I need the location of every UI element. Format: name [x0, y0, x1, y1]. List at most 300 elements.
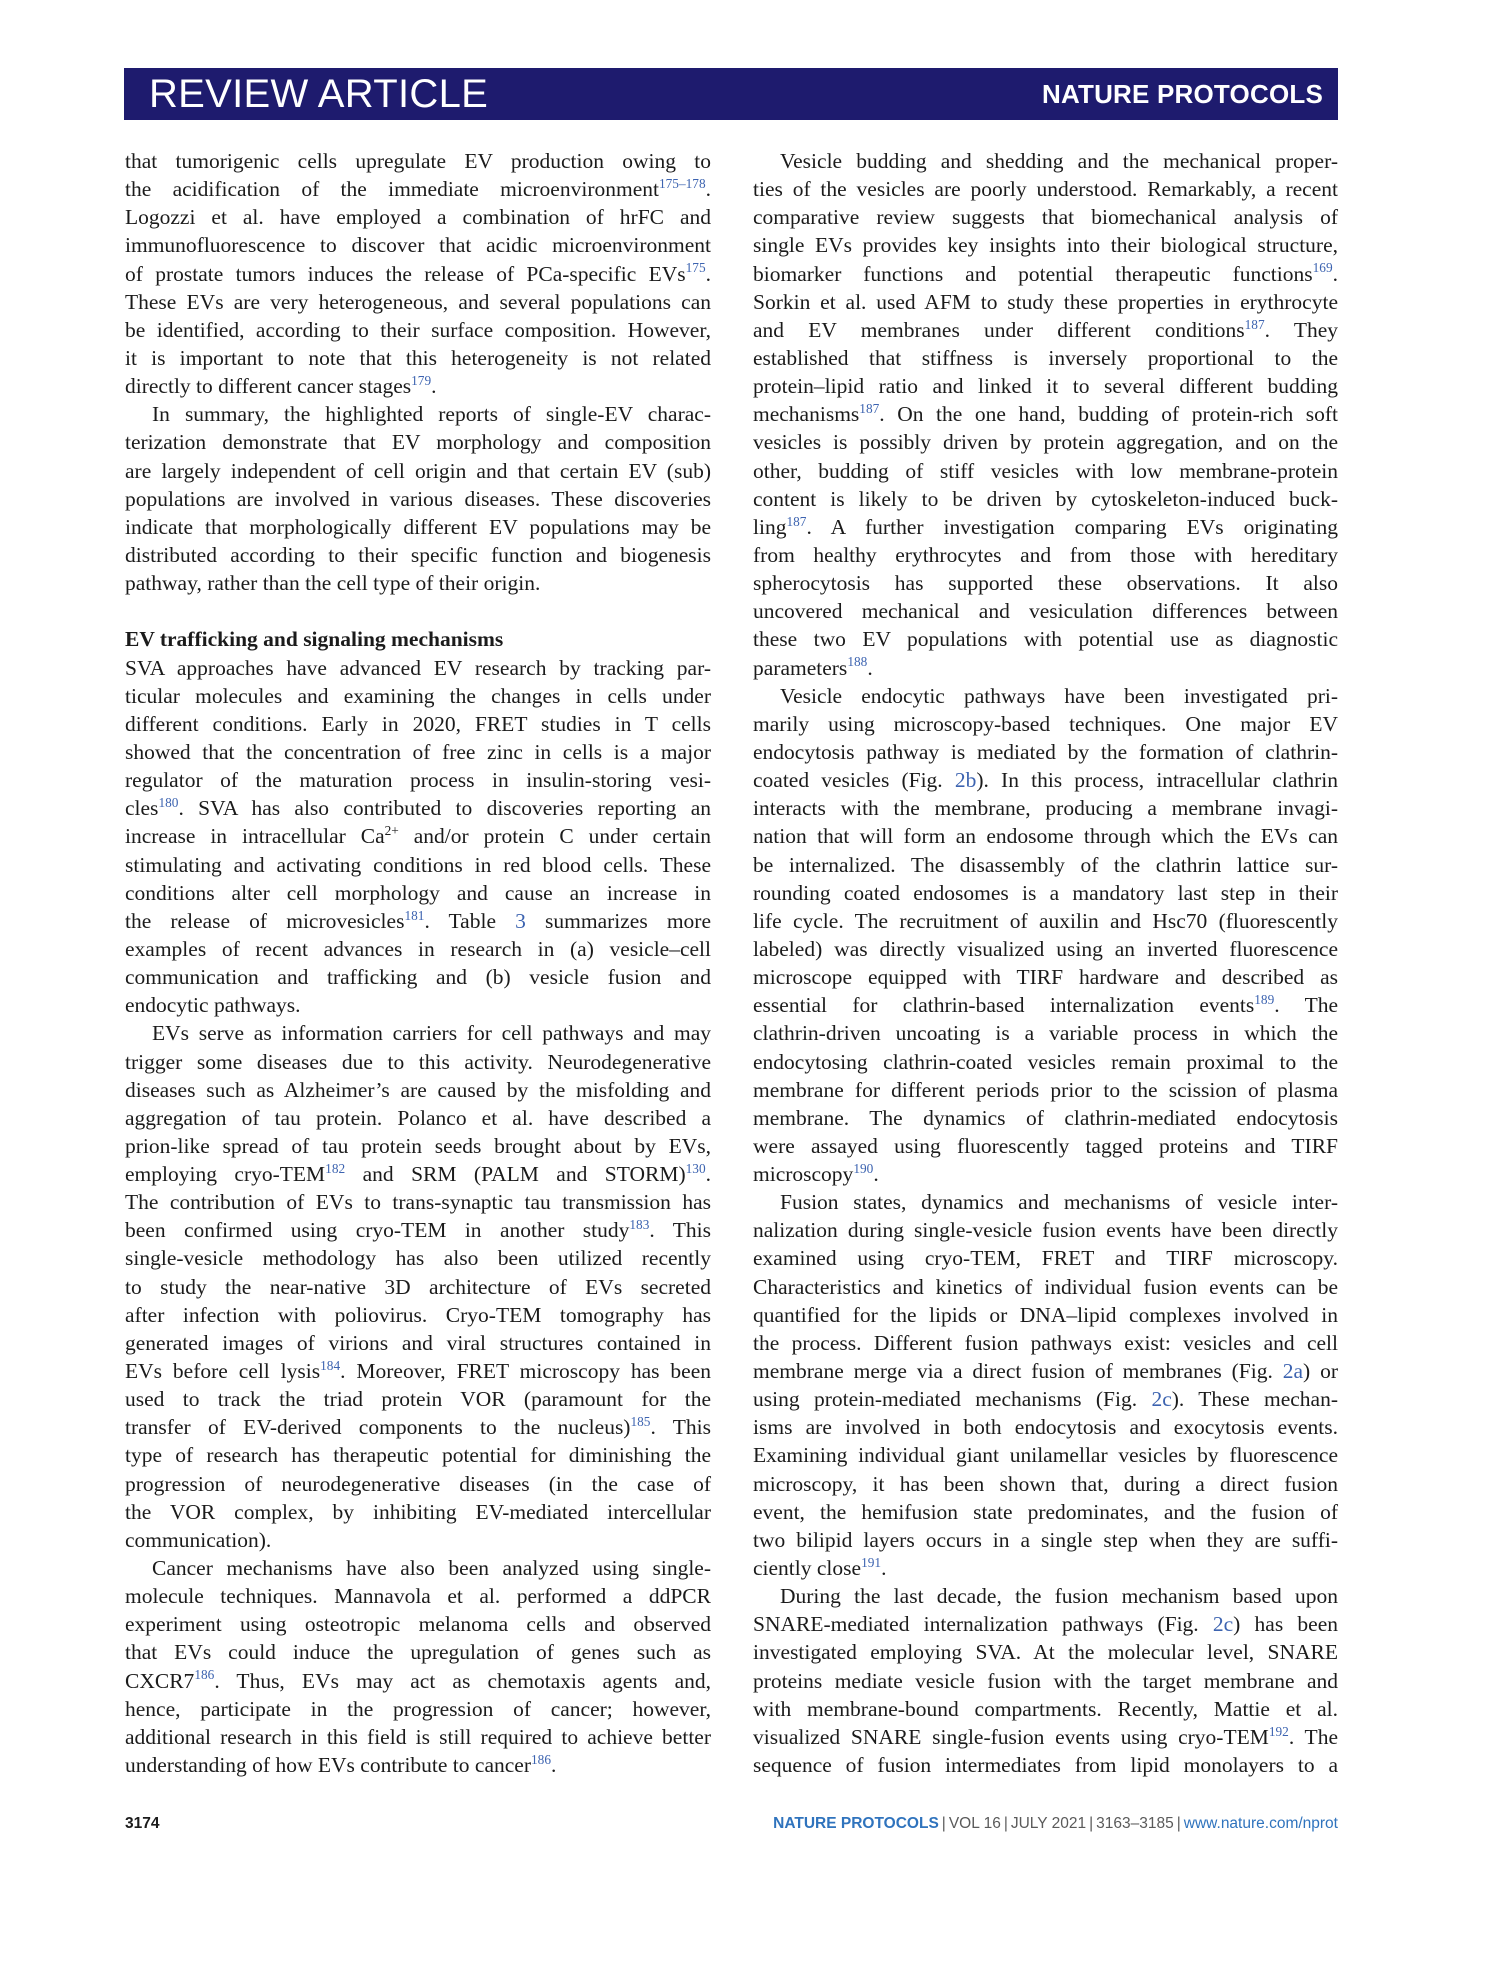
citation-link[interactable]: 188 [847, 654, 868, 670]
text-run: . [881, 1556, 887, 1581]
text-run: and EV membranes under different conditions [753, 317, 1245, 342]
text-run: EVs before cell lysis [125, 1359, 321, 1384]
text-line [125, 851, 711, 879]
text-run: Characteristics and kinetics of individual fusion events can be [753, 1274, 1338, 1299]
text-line [125, 1638, 711, 1666]
text-run: . Table [424, 908, 516, 933]
text-run: rounding coated endosomes is a mandatory last step in their [753, 880, 1338, 905]
text-run: communication and trafficking and (b) vesicle fusion and [125, 965, 711, 990]
text-run: SVA approaches have advanced EV research by tracking par- [125, 655, 711, 680]
paragraph [125, 654, 711, 1020]
cross-reference-link[interactable]: 2b [954, 768, 977, 793]
text-line [753, 879, 1338, 907]
footer-date: JULY 2021 [1010, 1815, 1087, 1832]
text-run: conditions alter cell morphology and cause an increase in [125, 880, 711, 905]
text-line [125, 1160, 711, 1188]
text-run: the release of microvesicles [125, 908, 405, 933]
text-line [753, 400, 1338, 428]
text-run: ) or [1303, 1359, 1338, 1384]
text-run: event, the hemifusion state predominates, and the fusion of [753, 1499, 1338, 1524]
text-run: EVs serve as information carriers for cell pathways and may [152, 1021, 711, 1046]
text-run: isms are involved in both endocytosis and exocytosis events. [753, 1415, 1338, 1440]
text-line [125, 794, 711, 822]
text-run: used to track the triad protein VOR (paramount for the [125, 1387, 711, 1412]
text-line [125, 1244, 711, 1272]
text-line [753, 907, 1338, 935]
paragraph [753, 1582, 1338, 1779]
text-run: prion-like spread of tau protein seeds brought about by EVs, [125, 1133, 711, 1158]
text-line [753, 1076, 1338, 1104]
citation-link[interactable]: 180 [158, 794, 179, 810]
text-line [125, 738, 711, 766]
text-run: that EVs could induce the upregulation of genes such as [125, 1640, 711, 1665]
text-run: other, budding of stiff vesicles with low membrane-protein [753, 458, 1338, 483]
text-line [125, 1301, 711, 1329]
text-line [753, 569, 1338, 597]
text-line [753, 1554, 1338, 1582]
text-run: Examining individual giant unilamellar vesicles by fluorescence [753, 1443, 1338, 1468]
text-line [125, 1413, 711, 1441]
text-run: are largely independent of cell origin and that certain EV (sub) [125, 458, 711, 483]
right-column [753, 147, 1338, 1779]
paragraph [125, 1019, 711, 1554]
text-run: proteins mediate vesicle fusion with the target membrane and [753, 1668, 1338, 1693]
text-run: coated vesicles (Fig. [753, 768, 955, 793]
text-line [753, 457, 1338, 485]
citation-link[interactable]: 190 [853, 1160, 874, 1176]
text-line [753, 710, 1338, 738]
text-run: sequence of fusion intermediates from lipid monolayers to a [753, 1753, 1338, 1778]
text-line [753, 1498, 1338, 1526]
text-run: spherocytosis has supported these observations. It also [753, 571, 1338, 596]
text-line [753, 1301, 1338, 1329]
text-run: it is important to note that this heterogeneity is not related [125, 345, 711, 370]
text-run: experiment using osteotropic melanoma cells and observed [125, 1612, 711, 1637]
text-run: stimulating and activating conditions in red blood cells. These [125, 852, 711, 877]
text-run: ties of the vesicles are poorly understood. Remarkably, a recent [753, 177, 1338, 202]
text-run: During the last decade, the fusion mechanism based upon [780, 1584, 1338, 1609]
text-line [125, 372, 711, 400]
text-run: . [431, 374, 437, 399]
text-run: In summary, the highlighted reports of single-EV charac- [152, 402, 711, 427]
text-run: hence, participate in the progression of cancer; however, [125, 1696, 711, 1721]
text-run: the acidification of the immediate microenvironment [125, 177, 659, 202]
text-line [753, 1610, 1338, 1638]
text-line [753, 1104, 1338, 1132]
text-line [125, 991, 711, 1019]
text-line [125, 1441, 711, 1469]
text-line [125, 260, 711, 288]
paragraph [125, 400, 711, 597]
text-line [753, 625, 1338, 653]
citation-link[interactable]: 183 [629, 1217, 650, 1233]
paragraph [753, 682, 1338, 1189]
text-run: populations are involved in various diseases. These discoveries [125, 486, 711, 511]
text-run: summarizes more [525, 908, 711, 933]
text-line [753, 851, 1338, 879]
text-run: clathrin-driven uncoating is a variable process in which the [753, 1021, 1338, 1046]
citation-link[interactable]: 169 [1312, 260, 1333, 276]
text-line [753, 1751, 1338, 1779]
text-run: endocytosing clathrin-coated vesicles remain proximal to the [753, 1049, 1338, 1074]
citation-link[interactable]: 179 [411, 372, 432, 388]
text-line [125, 963, 711, 991]
text-line [125, 1470, 711, 1498]
text-run: Logozzi et al. have employed a combination of hrFC and [125, 205, 711, 230]
text-line [753, 794, 1338, 822]
text-line [125, 513, 711, 541]
text-line [753, 1160, 1338, 1188]
text-line [125, 822, 711, 850]
section-heading: EV trafficking and signaling mechanisms [125, 627, 504, 652]
text-line [125, 1216, 711, 1244]
text-line [753, 1470, 1338, 1498]
page-number: 3174 [125, 1815, 160, 1832]
text-run: regulator of the maturation process in insulin-storing vesi- [125, 768, 711, 793]
text-line [753, 1244, 1338, 1272]
text-line [753, 231, 1338, 259]
text-run: . [551, 1753, 557, 1778]
text-line [125, 1048, 711, 1076]
text-run: CXCR7 [125, 1668, 195, 1693]
text-run: diseases such as Alzheimer’s are caused by the misfolding and [125, 1077, 711, 1102]
text-run: ). These mechan- [1171, 1387, 1338, 1412]
text-run: membrane for different periods prior to the scission of plasma [753, 1077, 1338, 1102]
section-label: REVIEW ARTICLE [149, 72, 489, 116]
journal-name: NATURE PROTOCOLS [1041, 79, 1323, 109]
citation-link[interactable]: 184 [320, 1357, 341, 1373]
text-line [125, 1582, 711, 1610]
text-line [753, 1723, 1338, 1751]
text-run: ciently close [753, 1556, 862, 1581]
text-line [125, 175, 711, 203]
citation-link[interactable]: 130 [685, 1160, 706, 1176]
text-line [125, 682, 711, 710]
text-line [125, 1019, 711, 1047]
footer-separator: | [1003, 1815, 1008, 1832]
paragraph [125, 1554, 711, 1779]
text-line [125, 1076, 711, 1104]
text-line [753, 1582, 1338, 1610]
superscript: 2+ [384, 823, 399, 839]
text-run: be identified, according to their surface composition. However, [125, 317, 711, 342]
text-line [125, 1667, 711, 1695]
footer-separator: | [1089, 1815, 1094, 1832]
text-line [753, 654, 1338, 682]
cross-reference-link[interactable]: 2a [1282, 1359, 1304, 1384]
text-line [753, 682, 1338, 710]
text-line [125, 1273, 711, 1301]
text-line [753, 1216, 1338, 1244]
page-footer [125, 1811, 1338, 1837]
text-line [125, 1723, 711, 1751]
text-run: . SVA has also contributed to discoveries reporting an [178, 796, 711, 821]
text-run: and/or protein C under certain [398, 824, 712, 849]
text-line [125, 1132, 711, 1160]
text-run: the VOR complex, by inhibiting EV-mediated intercellular [125, 1499, 711, 1524]
text-run: . A further investigation comparing EVs originating [806, 514, 1338, 539]
text-run: Sorkin et al. used AFM to study these properties in erythrocyte [753, 289, 1338, 314]
text-run: . This [649, 1218, 711, 1243]
cross-reference-link[interactable]: 2c [1212, 1612, 1234, 1637]
paragraph [125, 147, 711, 400]
citation-link[interactable]: 175–178 [658, 175, 706, 191]
citation-link[interactable]: 182 [325, 1160, 346, 1176]
footer-separator: | [941, 1815, 946, 1832]
text-line [125, 710, 711, 738]
text-run: the process. Different fusion pathways exist: vesicles and cell [753, 1330, 1338, 1355]
text-run: aggregation of tau protein. Polanco et al. have described a [125, 1105, 711, 1130]
text-run: were assayed using fluorescently tagged proteins and TIRF [753, 1133, 1338, 1158]
text-run: microscope equipped with TIRF hardware and described as [753, 965, 1338, 990]
citation-link[interactable]: 187 [786, 513, 807, 529]
text-run: . [1332, 261, 1338, 286]
text-run: single EVs provides key insights into their biological structure, [753, 233, 1338, 258]
journal-url-link[interactable]: www.nature.com/nprot [1183, 1815, 1338, 1832]
text-line [125, 766, 711, 794]
text-line [753, 1329, 1338, 1357]
text-run: These EVs are very heterogeneous, and several populations can [125, 289, 711, 314]
text-line [753, 513, 1338, 541]
text-run: nation that will form an endosome through which the EVs can [753, 824, 1338, 849]
text-line [125, 907, 711, 935]
text-run: . The [1274, 993, 1338, 1018]
text-line [125, 1526, 711, 1554]
text-line [753, 1441, 1338, 1469]
text-line [753, 1357, 1338, 1385]
text-line [753, 1048, 1338, 1076]
text-line [753, 1385, 1338, 1413]
text-run: vesicles is possibly driven by protein aggregation, and on the [753, 430, 1338, 455]
text-run: directly to different cancer stages [125, 374, 412, 399]
text-run: endocytosis pathway is mediated by the formation of clathrin- [753, 739, 1338, 764]
text-run: examples of recent advances in research in (a) vesicle–cell [125, 936, 711, 961]
text-run: single-vesicle methodology has also been utilized recently [125, 1246, 711, 1271]
text-line [753, 1695, 1338, 1723]
citation-link[interactable]: 185 [630, 1414, 651, 1430]
text-run: Cancer mechanisms have also been analyzed using single- [152, 1556, 711, 1581]
text-line [753, 1273, 1338, 1301]
text-run: cles [125, 796, 159, 821]
citation-link[interactable]: 187 [1244, 316, 1265, 332]
text-line [125, 935, 711, 963]
text-run: microscopy, it has been shown that, during a direct fusion [753, 1471, 1338, 1496]
text-line [125, 457, 711, 485]
citation-link[interactable]: 181 [404, 907, 425, 923]
footer-citation [773, 1815, 1338, 1833]
text-line [753, 344, 1338, 372]
text-run: visualized SNARE single-fusion events using cryo-TEM [753, 1724, 1269, 1749]
text-run: protein–lipid ratio and linked it to several different budding [753, 374, 1338, 399]
text-line [753, 1019, 1338, 1047]
text-run: terization demonstrate that EV morphology and composition [125, 430, 711, 455]
text-run: nalization during single-vesicle fusion events have been directly [753, 1218, 1338, 1243]
text-line [753, 288, 1338, 316]
text-line [125, 147, 711, 175]
text-run: distributed according to their specific function and biogenesis [125, 542, 711, 567]
text-run: . [867, 655, 873, 680]
text-run: . On the one hand, budding of protein-rich soft [879, 402, 1338, 427]
text-line [125, 203, 711, 231]
text-run: labeled) was directly visualized using an inverted fluorescence [753, 936, 1338, 961]
citation-link[interactable]: 186 [194, 1667, 215, 1683]
text-run: . They [1264, 317, 1338, 342]
text-line [125, 541, 711, 569]
text-line [125, 1357, 711, 1385]
text-run: communication). [125, 1527, 272, 1552]
text-line [753, 822, 1338, 850]
cross-reference-link[interactable]: 3 [515, 908, 526, 933]
text-line [753, 372, 1338, 400]
text-line [753, 766, 1338, 794]
text-line [753, 1638, 1338, 1666]
text-line [125, 1751, 711, 1779]
text-run: immunofluorescence to discover that acidic microenvironment [125, 233, 711, 258]
text-line [125, 485, 711, 513]
text-line [753, 147, 1338, 175]
text-run: membrane. The dynamics of clathrin-mediated endocytosis [753, 1105, 1338, 1130]
text-run: . This [650, 1415, 711, 1440]
text-line [753, 1667, 1338, 1695]
text-run: been confirmed using cryo-TEM in another study [125, 1218, 630, 1243]
text-line [125, 1329, 711, 1357]
text-line [125, 428, 711, 456]
text-line [125, 879, 711, 907]
footer-journal: NATURE PROTOCOLS [773, 1815, 939, 1832]
text-run: essential for clathrin-based internalization events [753, 993, 1255, 1018]
text-run: life cycle. The recruitment of auxilin and Hsc70 (fluorescently [753, 908, 1338, 933]
citation-link[interactable]: 187 [859, 401, 880, 417]
citation-link[interactable]: 186 [531, 1751, 551, 1767]
text-run: molecule techniques. Mannavola et al. performed a ddPCR [125, 1584, 711, 1609]
text-line [753, 428, 1338, 456]
text-line [753, 175, 1338, 203]
citation-link[interactable]: 191 [861, 1554, 882, 1570]
text-run: . [705, 261, 711, 286]
text-run: these two EV populations with potential use as diagnostic [753, 627, 1338, 652]
text-line [753, 260, 1338, 288]
text-run: showed that the concentration of free zinc in cells is a major [125, 739, 711, 764]
citation-link[interactable]: 192 [1268, 1723, 1289, 1739]
text-run: trigger some diseases due to this activity. Neurodegenerative [125, 1049, 711, 1074]
text-run: two bilipid layers occurs in a single step when they are suffi- [753, 1527, 1338, 1552]
text-line [753, 316, 1338, 344]
text-line [753, 1526, 1338, 1554]
cross-reference-link[interactable]: 2c [1151, 1387, 1172, 1412]
header-bar [124, 68, 1338, 120]
text-run: interacts with the membrane, producing a membrane invagi- [753, 796, 1338, 821]
text-run: quantified for the lipids or DNA–lipid complexes involved in [753, 1302, 1338, 1327]
text-run: generated images of virions and viral structures contained in [125, 1330, 711, 1355]
text-line [753, 738, 1338, 766]
text-run: indicate that morphologically different EV populations may be [125, 514, 711, 539]
text-run: Vesicle endocytic pathways have been investigated pri- [780, 683, 1338, 708]
citation-link[interactable]: 175 [685, 260, 706, 276]
text-run: increase in intracellular Ca [125, 824, 385, 849]
text-run: with membrane-bound compartments. Recently, Mattie et al. [753, 1696, 1338, 1721]
text-line [125, 344, 711, 372]
text-run: SNARE-mediated internalization pathways (Fig. [753, 1612, 1213, 1637]
text-run: . Moreover, FRET microscopy has been [340, 1359, 712, 1384]
text-line [125, 316, 711, 344]
text-run: and SRM (PALM and STORM) [345, 1162, 686, 1187]
text-run: parameters [753, 655, 848, 680]
text-run: . [705, 177, 711, 202]
text-run: progression of neurodegenerative diseases (in the case of [125, 1471, 711, 1496]
text-run: after infection with poliovirus. Cryo-TEM tomography has [125, 1302, 711, 1327]
text-run: ling [753, 514, 787, 539]
text-line [125, 1610, 711, 1638]
text-run: be internalized. The disassembly of the clathrin lattice sur- [753, 852, 1338, 877]
text-run: investigated employing SVA. At the molecular level, SNARE [753, 1640, 1338, 1665]
text-line [125, 288, 711, 316]
text-run: biomarker functions and potential therapeutic functions [753, 261, 1313, 286]
text-line [125, 400, 711, 428]
text-run: mechanisms [753, 402, 860, 427]
text-line [753, 935, 1338, 963]
text-run: The contribution of EVs to trans-synaptic tau transmission has [125, 1190, 711, 1215]
text-line [125, 1695, 711, 1723]
text-run: . The [1288, 1724, 1338, 1749]
text-run: to study the near-native 3D architecture of EVs secreted [125, 1274, 711, 1299]
text-run: endocytic pathways. [125, 993, 301, 1018]
text-run: ). In this process, intracellular clathrin [976, 768, 1338, 793]
text-run: from healthy erythrocytes and from those with hereditary [753, 542, 1338, 567]
text-line [753, 1413, 1338, 1441]
text-run: understanding of how EVs contribute to cancer [125, 1753, 531, 1778]
text-run: different conditions. Early in 2020, FRET studies in T cells [125, 711, 711, 736]
text-line [753, 1132, 1338, 1160]
text-line [125, 1188, 711, 1216]
text-run: . Thus, EVs may act as chemotaxis agents and, [214, 1668, 711, 1693]
text-run: membrane merge via a direct fusion of membranes (Fig. [753, 1359, 1283, 1384]
text-run: examined using cryo-TEM, FRET and TIRF microscopy. [753, 1246, 1338, 1271]
text-line [753, 1188, 1338, 1216]
text-run: additional research in this field is still required to achieve better [125, 1724, 711, 1749]
text-run: content is likely to be driven by cytoskeleton-induced buck- [753, 486, 1338, 511]
text-run: Vesicle budding and shedding and the mechanical proper- [780, 149, 1338, 173]
text-run: established that stiffness is inversely proportional to the [753, 345, 1338, 370]
text-line [125, 654, 711, 682]
footer-separator: | [1176, 1815, 1181, 1832]
text-line [125, 569, 711, 597]
citation-link[interactable]: 189 [1254, 991, 1275, 1007]
text-run: ) has been [1233, 1612, 1338, 1637]
text-run: uncovered mechanical and vesiculation differences between [753, 599, 1338, 624]
text-run: of prostate tumors induces the release of PCa-specific EVs [125, 261, 686, 286]
text-line [753, 963, 1338, 991]
text-run: . [705, 1162, 711, 1187]
text-run: Fusion states, dynamics and mechanisms of vesicle inter- [780, 1190, 1338, 1215]
text-line [125, 231, 711, 259]
footer-pages: 3163–3185 [1096, 1815, 1174, 1832]
text-line [125, 1104, 711, 1132]
paragraph [753, 147, 1338, 682]
text-run: type of research has therapeutic potential for diminishing the [125, 1443, 711, 1468]
text-run: marily using microscopy-based techniques. One major EV [753, 711, 1338, 736]
text-run: comparative review suggests that biomechanical analysis of [753, 205, 1338, 230]
text-line [753, 541, 1338, 569]
text-run: transfer of EV-derived components to the nucleus) [125, 1415, 631, 1440]
text-line [753, 597, 1338, 625]
left-column [125, 147, 711, 1779]
text-run: using protein-mediated mechanisms (Fig. [753, 1387, 1152, 1412]
text-line [125, 1385, 711, 1413]
text-run: employing cryo-TEM [125, 1162, 326, 1187]
text-line [125, 1498, 711, 1526]
text-line [125, 1554, 711, 1582]
text-line [753, 485, 1338, 513]
